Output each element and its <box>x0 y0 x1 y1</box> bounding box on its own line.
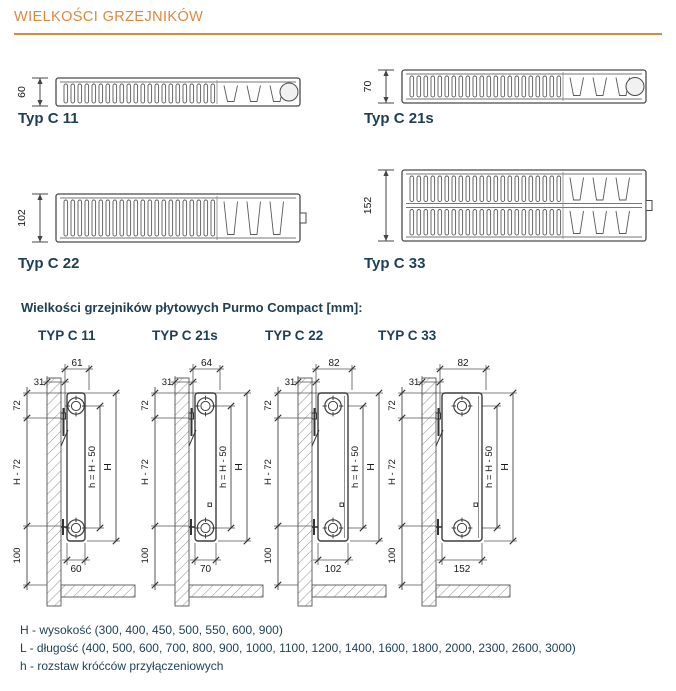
dimension-drawing-c22 <box>258 356 398 614</box>
dimension-drawing-c11 <box>7 356 147 614</box>
svg-text:100: 100 <box>387 547 398 564</box>
svg-text:H: H <box>102 463 114 471</box>
svg-text:h = H - 50: h = H - 50 <box>484 446 495 488</box>
svg-text:82: 82 <box>457 358 469 369</box>
cross-section-drawing-c33 <box>360 164 654 249</box>
svg-text:100: 100 <box>12 547 23 564</box>
svg-text:70: 70 <box>199 564 212 575</box>
svg-text:152: 152 <box>362 196 374 215</box>
svg-text:60: 60 <box>16 86 28 98</box>
svg-text:H: H <box>499 463 511 471</box>
svg-text:H - 72: H - 72 <box>140 459 151 485</box>
svg-text:152: 152 <box>453 564 471 575</box>
cross-section-drawing-c11 <box>14 72 308 114</box>
svg-text:61: 61 <box>71 358 83 369</box>
svg-text:h = H - 50: h = H - 50 <box>87 446 98 488</box>
column-title-c33: TYP C 33 <box>378 328 437 343</box>
svg-text:64: 64 <box>200 358 213 369</box>
svg-text:72: 72 <box>140 400 151 411</box>
svg-text:100: 100 <box>140 547 151 564</box>
svg-text:31: 31 <box>33 377 45 388</box>
column-title-c21s: TYP C 21s <box>152 328 218 343</box>
svg-text:72: 72 <box>12 400 23 411</box>
cross-section-drawing-c22 <box>14 188 308 250</box>
cross-section-caption-c33: Typ C 33 <box>364 255 426 272</box>
svg-text:72: 72 <box>263 400 274 411</box>
header-rule <box>14 33 662 35</box>
dimension-drawing-c21s <box>135 356 275 614</box>
svg-text:H: H <box>365 463 377 471</box>
legend-line-port-spacing: h - rozstaw króćców przyłączeniowych <box>20 659 224 673</box>
cross-section-drawing-c21s <box>360 64 654 111</box>
cross-section-caption-c21s: Typ C 21s <box>364 110 434 127</box>
svg-text:h = H - 50: h = H - 50 <box>350 446 361 488</box>
svg-text:H - 72: H - 72 <box>263 459 274 485</box>
svg-text:H - 72: H - 72 <box>387 459 398 485</box>
cross-section-caption-c11: Typ C 11 <box>18 110 79 127</box>
dimensions-heading: Wielkości grzejników płytowych Purmo Compact [mm]: <box>21 300 363 315</box>
legend-line-length: L - długość (400, 500, 600, 700, 800, 900, 1000, 1100, 1200, 1400, 1600, 1800, 2000, 2300, 2600, 3000) <box>20 641 576 655</box>
page-title: WIELKOŚCI GRZEJNIKÓW <box>14 9 204 25</box>
column-title-c22: TYP C 22 <box>265 328 324 343</box>
svg-text:102: 102 <box>324 564 342 575</box>
cross-section-caption-c22: Typ C 22 <box>18 255 80 272</box>
column-title-c11: TYP C 11 <box>38 328 96 343</box>
legend-line-height: H - wysokość (300, 400, 450, 500, 550, 600, 900) <box>20 623 283 637</box>
svg-text:102: 102 <box>16 209 28 227</box>
svg-text:31: 31 <box>161 377 173 388</box>
svg-text:82: 82 <box>328 358 340 369</box>
dimension-drawing-c33 <box>382 356 522 614</box>
svg-text:72: 72 <box>387 400 398 411</box>
svg-text:H - 72: H - 72 <box>12 459 23 485</box>
svg-text:31: 31 <box>284 377 296 388</box>
svg-text:70: 70 <box>362 80 374 93</box>
svg-text:60: 60 <box>70 564 82 575</box>
svg-text:31: 31 <box>408 377 420 388</box>
svg-text:100: 100 <box>263 547 274 564</box>
svg-text:h = H - 50: h = H - 50 <box>218 446 229 488</box>
svg-text:H: H <box>233 463 245 471</box>
